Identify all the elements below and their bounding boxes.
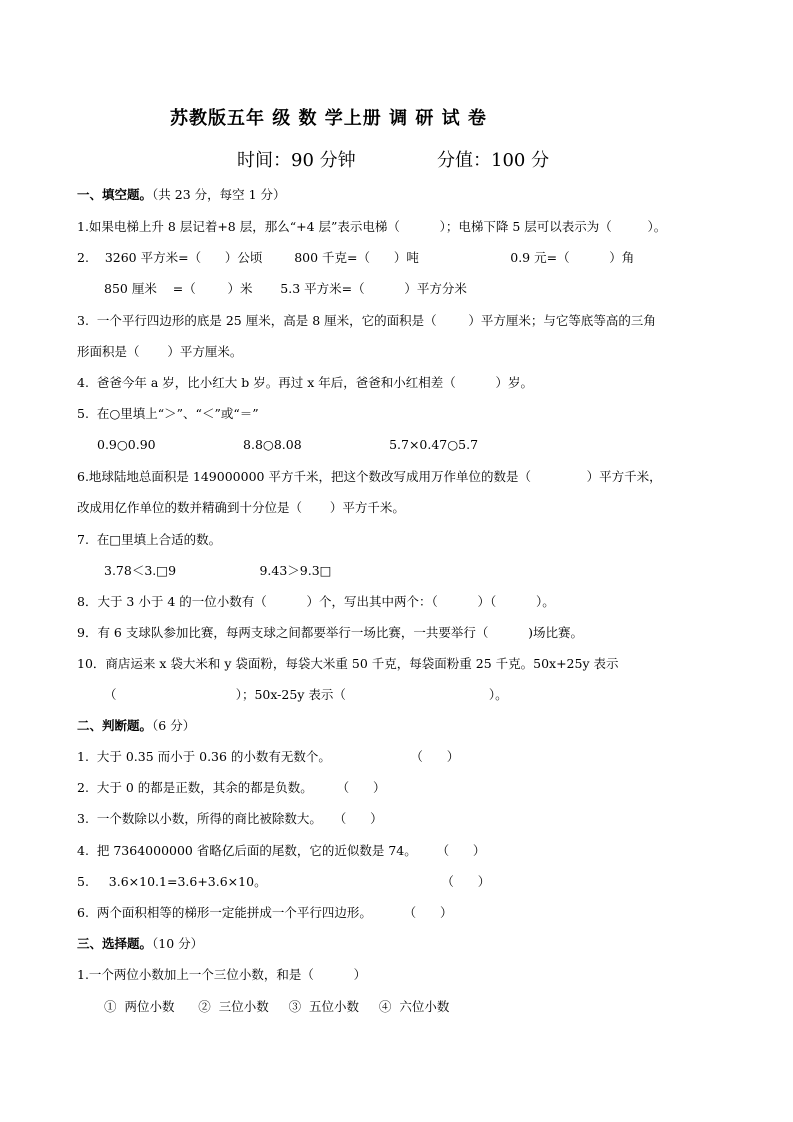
s1-q4: 4. 爸爸今年 a 岁，比小红大 b 岁。再过 x 年后，爸爸和小红相差（ ）岁。 [77, 375, 533, 390]
s2-item-4: 4. 把 7364000000 省略亿后面的尾数，它的近似数是 74。 （ ） [77, 843, 486, 858]
s2-item-2: 2. 大于 0 的都是正数，其余的都是负数。 （ ） [77, 780, 386, 795]
s1-q3-line1: 3. 一个平行四边形的底是 25 厘米，高是 8 厘米，它的面积是（ ）平方厘米；与它等底等高的三角 [77, 313, 656, 328]
exam-time: 时间：90 分钟 [237, 150, 356, 171]
s1-q10-line2: （ ）；50x-25y 表示（ ）。 [104, 687, 508, 702]
s1-q7: 7. 在□里填上合适的数。 [77, 532, 222, 547]
s1-q9: 9．有 6 支球队参加比赛，每两支球之间都要举行一场比赛，一共要举行（ )场比赛。 [77, 625, 583, 640]
s1-q6-line1: 6.地球陆地总面积是 149000000 平方千米，把这个数改写成用万作单位的数是（ ）平方千米， [77, 469, 662, 484]
section1-note: （共 23 分，每空 1 分） [152, 187, 286, 202]
s1-q3-line2: 形面积是（ ）平方厘米。 [77, 344, 243, 359]
s1-q6-line2: 改成用亿作单位的数并精确到十分位是（ ）平方千米。 [77, 500, 405, 515]
s1-q8: 8．大于 3 小于 4 的一位小数有（ ）个，写出其中两个：（ ）（ ）。 [77, 594, 555, 609]
s2-item-3: 3. 一个数除以小数，所得的商比被除数大。 （ ） [77, 811, 383, 826]
s2-item-6: 6. 两个面积相等的梯形一定能拼成一个平行四边形。 （ ） [77, 905, 453, 920]
section3-note: （10 分） [152, 936, 204, 951]
s3-q1: 1.一个两位小数加上一个三位小数，和是（ ） [77, 967, 367, 982]
s1-q2-line2: 850 厘米 =（ ）米 5.3 平方米=（ ）平方分米 [104, 281, 467, 296]
exam-score: 分值：100 分 [437, 150, 550, 171]
s1-q7-items: 3.78＜3.□9 9.43＞9.3□ [104, 563, 332, 578]
exam-title: 苏教版五年 级 数 学上册 调 研 试 卷 [170, 108, 487, 129]
section1-heading [77, 187, 286, 203]
section1-title: 一、填空题。 [77, 187, 153, 202]
s1-q1: 1.如果电梯上升 8 层记着+8 层，那么“+4 层”表示电梯（ ）；电梯下降 5 层可以表示为（ ）。 [77, 219, 667, 234]
s1-q5-items: 0.9○0.90 8.8○8.08 5.7×0.47○5.7 [97, 437, 479, 452]
section2-note: （6 分） [152, 718, 196, 733]
section2-title: 二、判断题。 [77, 718, 153, 733]
section2-heading [77, 718, 195, 734]
section3-heading [77, 936, 203, 952]
section3-title: 三、选择题。 [77, 936, 153, 951]
s1-q5: 5. 在○里填上“＞”、“＜”或“＝” [77, 406, 259, 421]
s1-q10-line1: 10．商店运来 x 袋大米和 y 袋面粉，每袋大米重 50 千克，每袋面粉重 25 千克。50x+25y 表示 [77, 656, 619, 671]
s3-q1-options: ① 两位小数 ② 三位小数 ③ 五位小数 ④ 六位小数 [104, 999, 450, 1014]
s1-q2-line1: 2. 3260 平方米=（ ）公顷 800 千克=（ ）吨 0.9 元=（ ）角 [77, 250, 635, 265]
s2-item-5: 5. 3.6×10.1=3.6+3.6×10。 （ ） [77, 874, 491, 889]
s2-item-1: 1. 大于 0.35 而小于 0.36 的小数有无数个。 （ ） [77, 749, 460, 764]
